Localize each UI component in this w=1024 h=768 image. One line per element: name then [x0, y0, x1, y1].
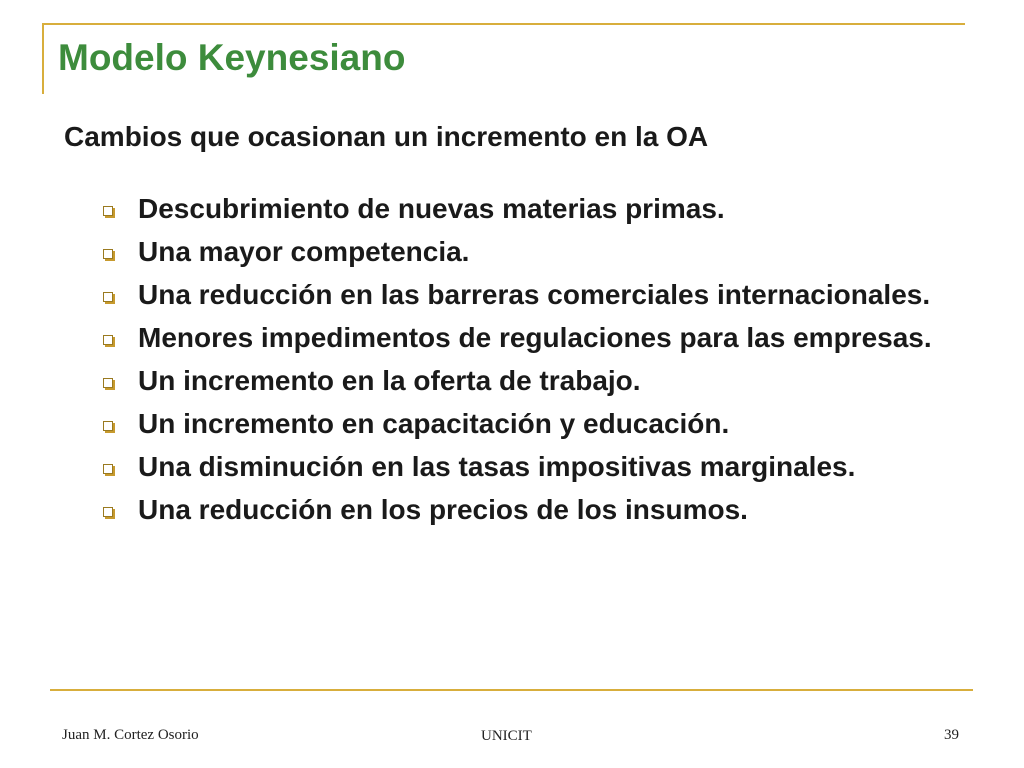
footer-author: Juan M. Cortez Osorio	[62, 727, 199, 743]
top-divider-line	[42, 23, 965, 25]
page-number: 39	[944, 727, 959, 743]
bottom-divider-line	[50, 689, 973, 691]
square-bullet-icon	[103, 421, 113, 431]
bullet-text: Descubrimiento de nuevas materias primas.	[138, 193, 725, 224]
slide-subtitle: Cambios que ocasionan un incremento en la OA	[64, 121, 709, 152]
square-bullet-icon	[103, 249, 113, 259]
bullet-text: Menores impedimentos de regulaciones para las empresas.	[138, 322, 932, 353]
bullet-item	[100, 192, 964, 225]
bullet-item	[100, 450, 964, 483]
bullet-item	[100, 493, 964, 526]
bullet-item	[100, 235, 964, 268]
bullet-item	[100, 407, 964, 440]
square-bullet-icon	[103, 206, 113, 216]
square-bullet-icon	[103, 378, 113, 388]
bullet-text: Una reducción en los precios de los insumos.	[138, 494, 748, 525]
bullet-text: Una mayor competencia.	[138, 236, 470, 267]
bullet-text: Un incremento en la oferta de trabajo.	[138, 365, 641, 396]
bullet-item	[100, 278, 964, 311]
bullet-item	[100, 321, 964, 354]
square-bullet-icon	[103, 292, 113, 302]
bullet-list	[100, 192, 964, 536]
bullet-text: Una disminución en las tasas impositivas marginales.	[138, 451, 856, 482]
square-bullet-icon	[103, 507, 113, 517]
footer-institution: UNICIT	[481, 728, 532, 744]
slide-title: Modelo Keynesiano	[58, 37, 406, 78]
square-bullet-icon	[103, 335, 113, 345]
bullet-item	[100, 364, 964, 397]
square-bullet-icon	[103, 464, 113, 474]
bullet-text: Una reducción en las barreras comerciales internacionales.	[138, 279, 931, 310]
bullet-text: Un incremento en capacitación y educación.	[138, 408, 730, 439]
left-accent-line	[42, 23, 44, 94]
